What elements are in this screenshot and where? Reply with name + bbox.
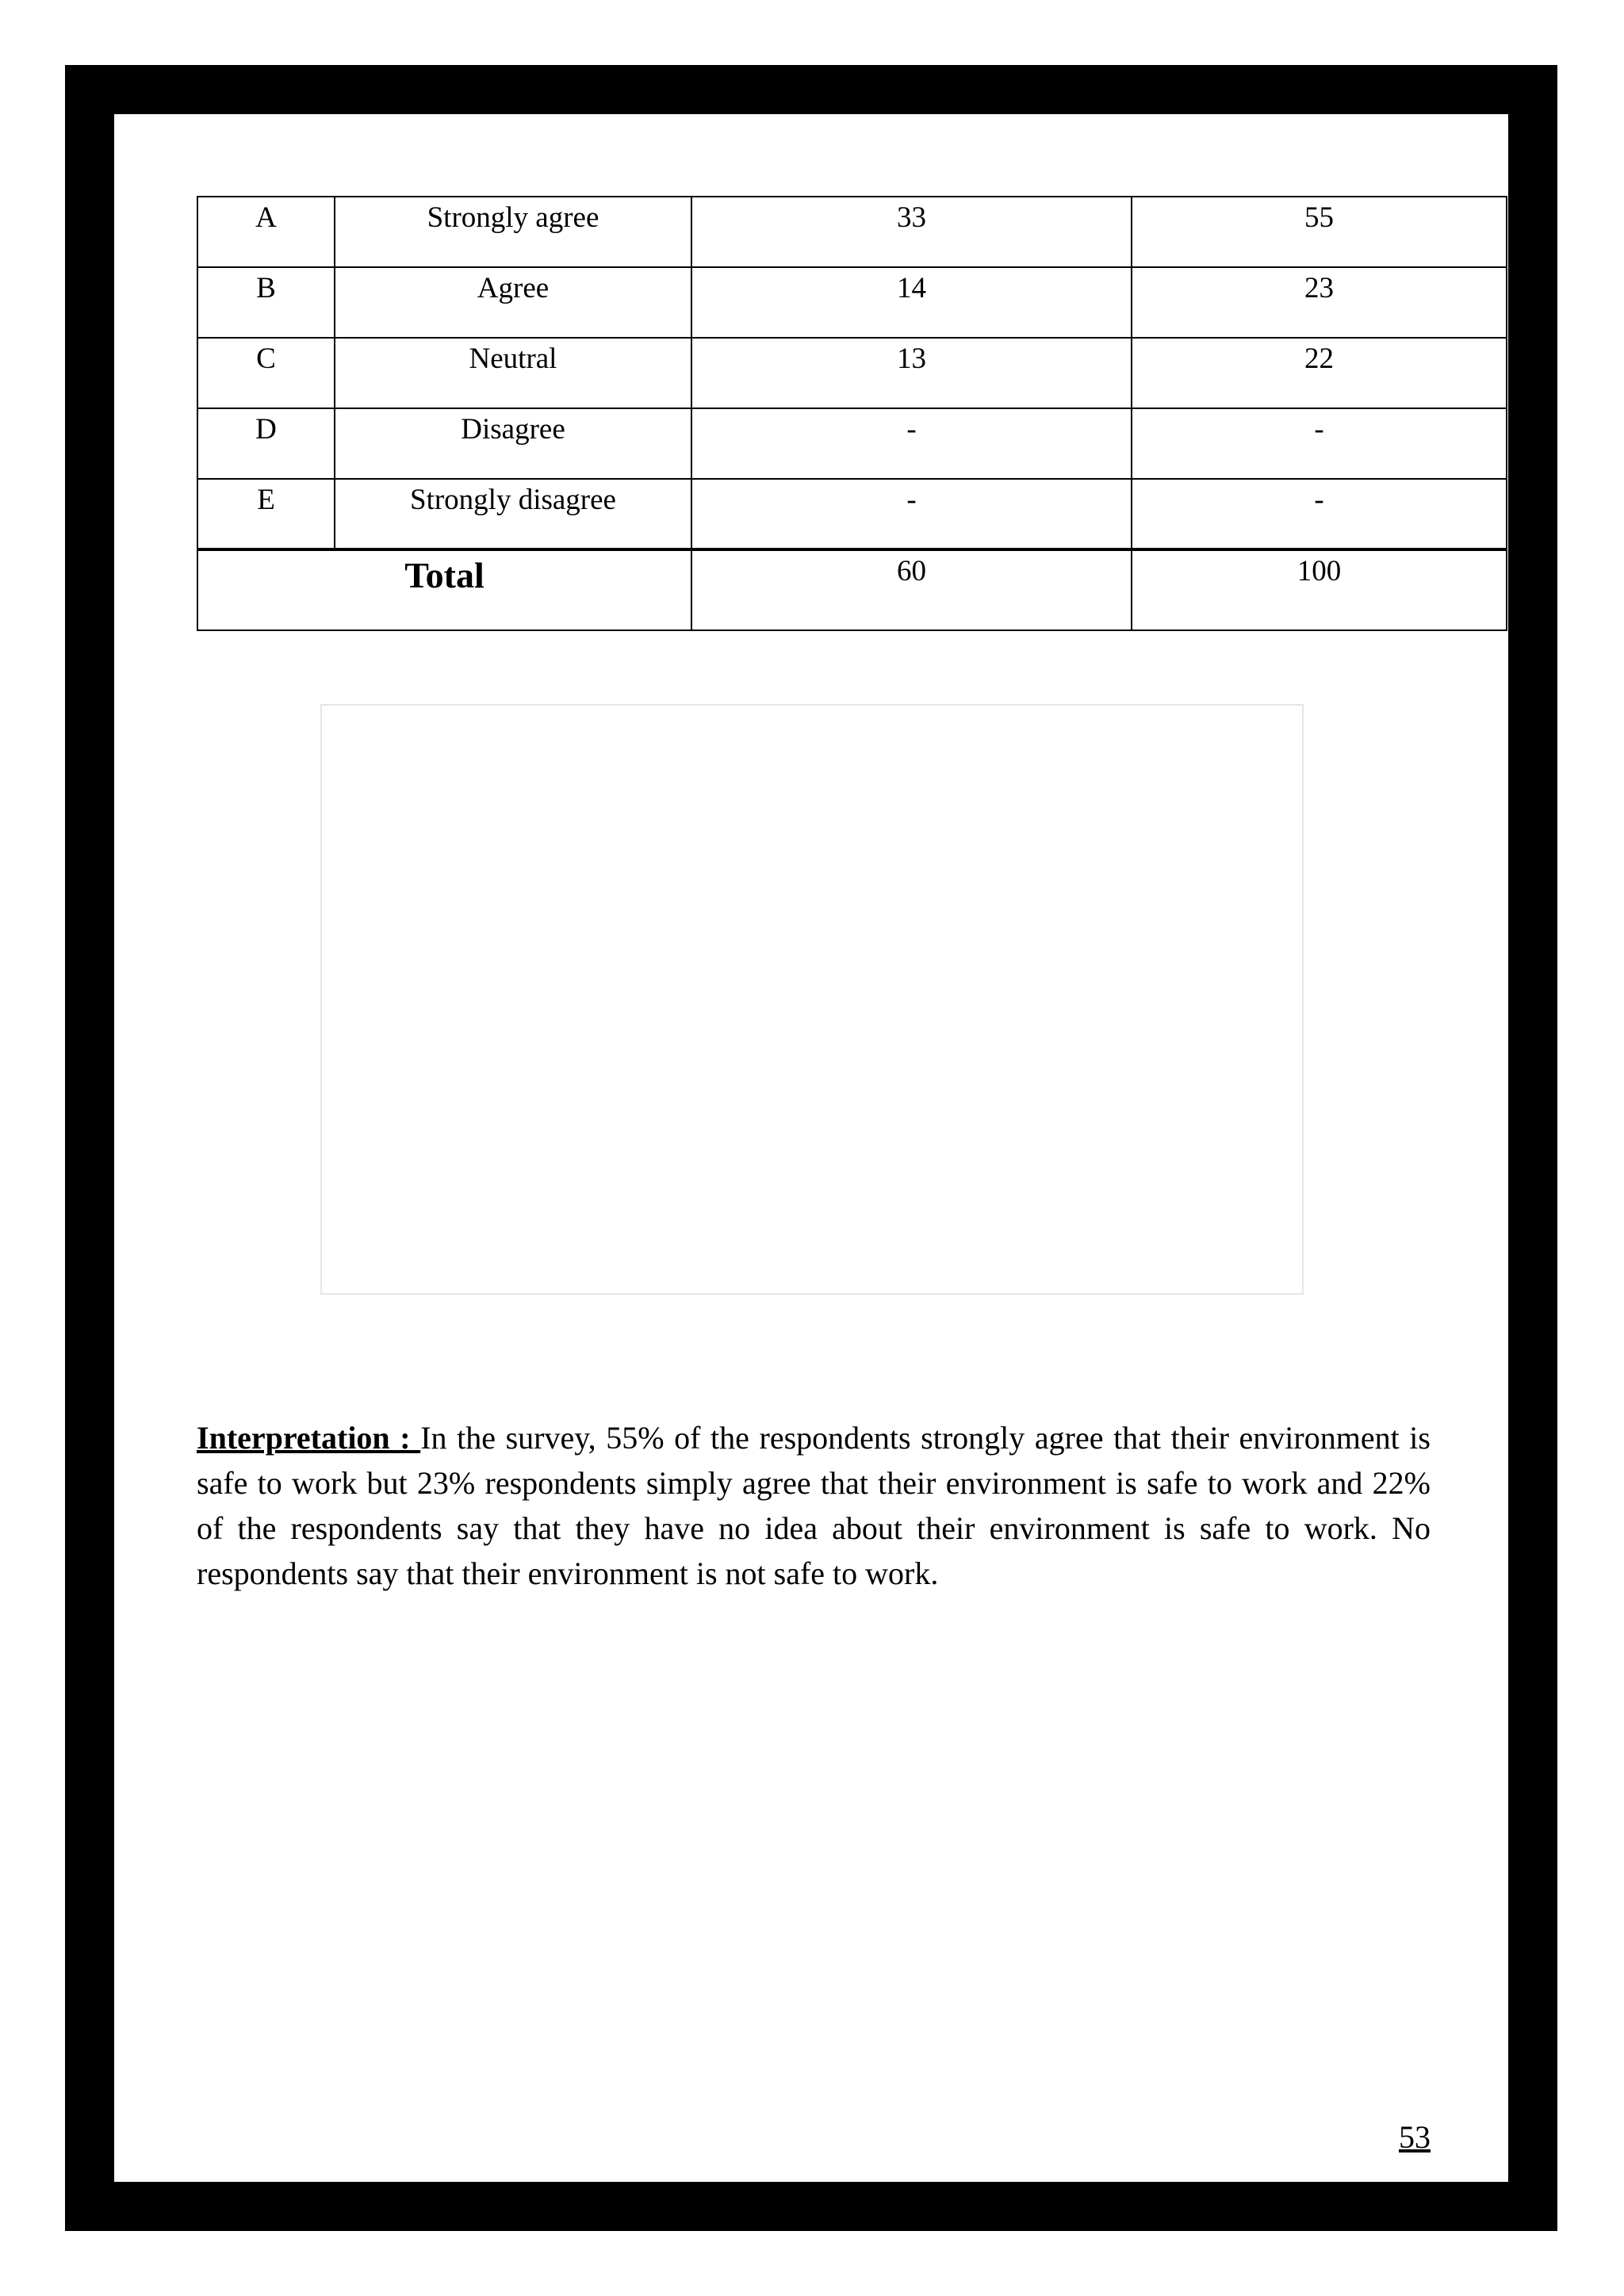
respondents-cell: 14 [691,267,1132,338]
interpretation-label: Interpretation : [197,1420,421,1456]
option-cell: D [197,408,335,479]
table-row [197,197,1507,267]
respondents-cell: - [691,479,1132,549]
percentage-cell: - [1132,479,1507,549]
table-row [197,267,1507,338]
respondents-cell: 13 [691,338,1132,408]
response-cell: Agree [335,267,691,338]
table-row [197,479,1507,549]
respondents-cell: - [691,408,1132,479]
total-row [197,549,1507,630]
option-cell: B [197,267,335,338]
response-cell: Disagree [335,408,691,479]
percentage-cell: 23 [1132,267,1507,338]
survey-table [197,196,1507,631]
blank-chart-area [320,704,1304,1295]
option-cell: C [197,338,335,408]
percentage-cell: 22 [1132,338,1507,408]
table-row [197,338,1507,408]
percentage-cell: 55 [1132,197,1507,267]
table-row [197,408,1507,479]
response-cell: Neutral [335,338,691,408]
option-cell: A [197,197,335,267]
total-respondents-cell: 60 [691,549,1132,630]
interpretation-text: In the survey, 55% of the respondents strongly agree that their environment is safe to work but 23% respondents simply agree that their environment is safe to work and 22% of the respondents say that they have no idea about their environment is safe to work. No respondents say that their environment is not safe to work. [197,1420,1431,1591]
option-cell: E [197,479,335,549]
page-number: 53 [1399,2119,1431,2155]
response-cell: Strongly disagree [335,479,691,549]
percentage-cell: - [1132,408,1507,479]
respondents-cell: 33 [691,197,1132,267]
response-cell: Strongly agree [335,197,691,267]
interpretation-paragraph [197,1415,1431,1596]
total-label-cell [197,549,691,630]
total-label: Total [404,555,485,595]
total-percentage-cell: 100 [1132,549,1507,630]
